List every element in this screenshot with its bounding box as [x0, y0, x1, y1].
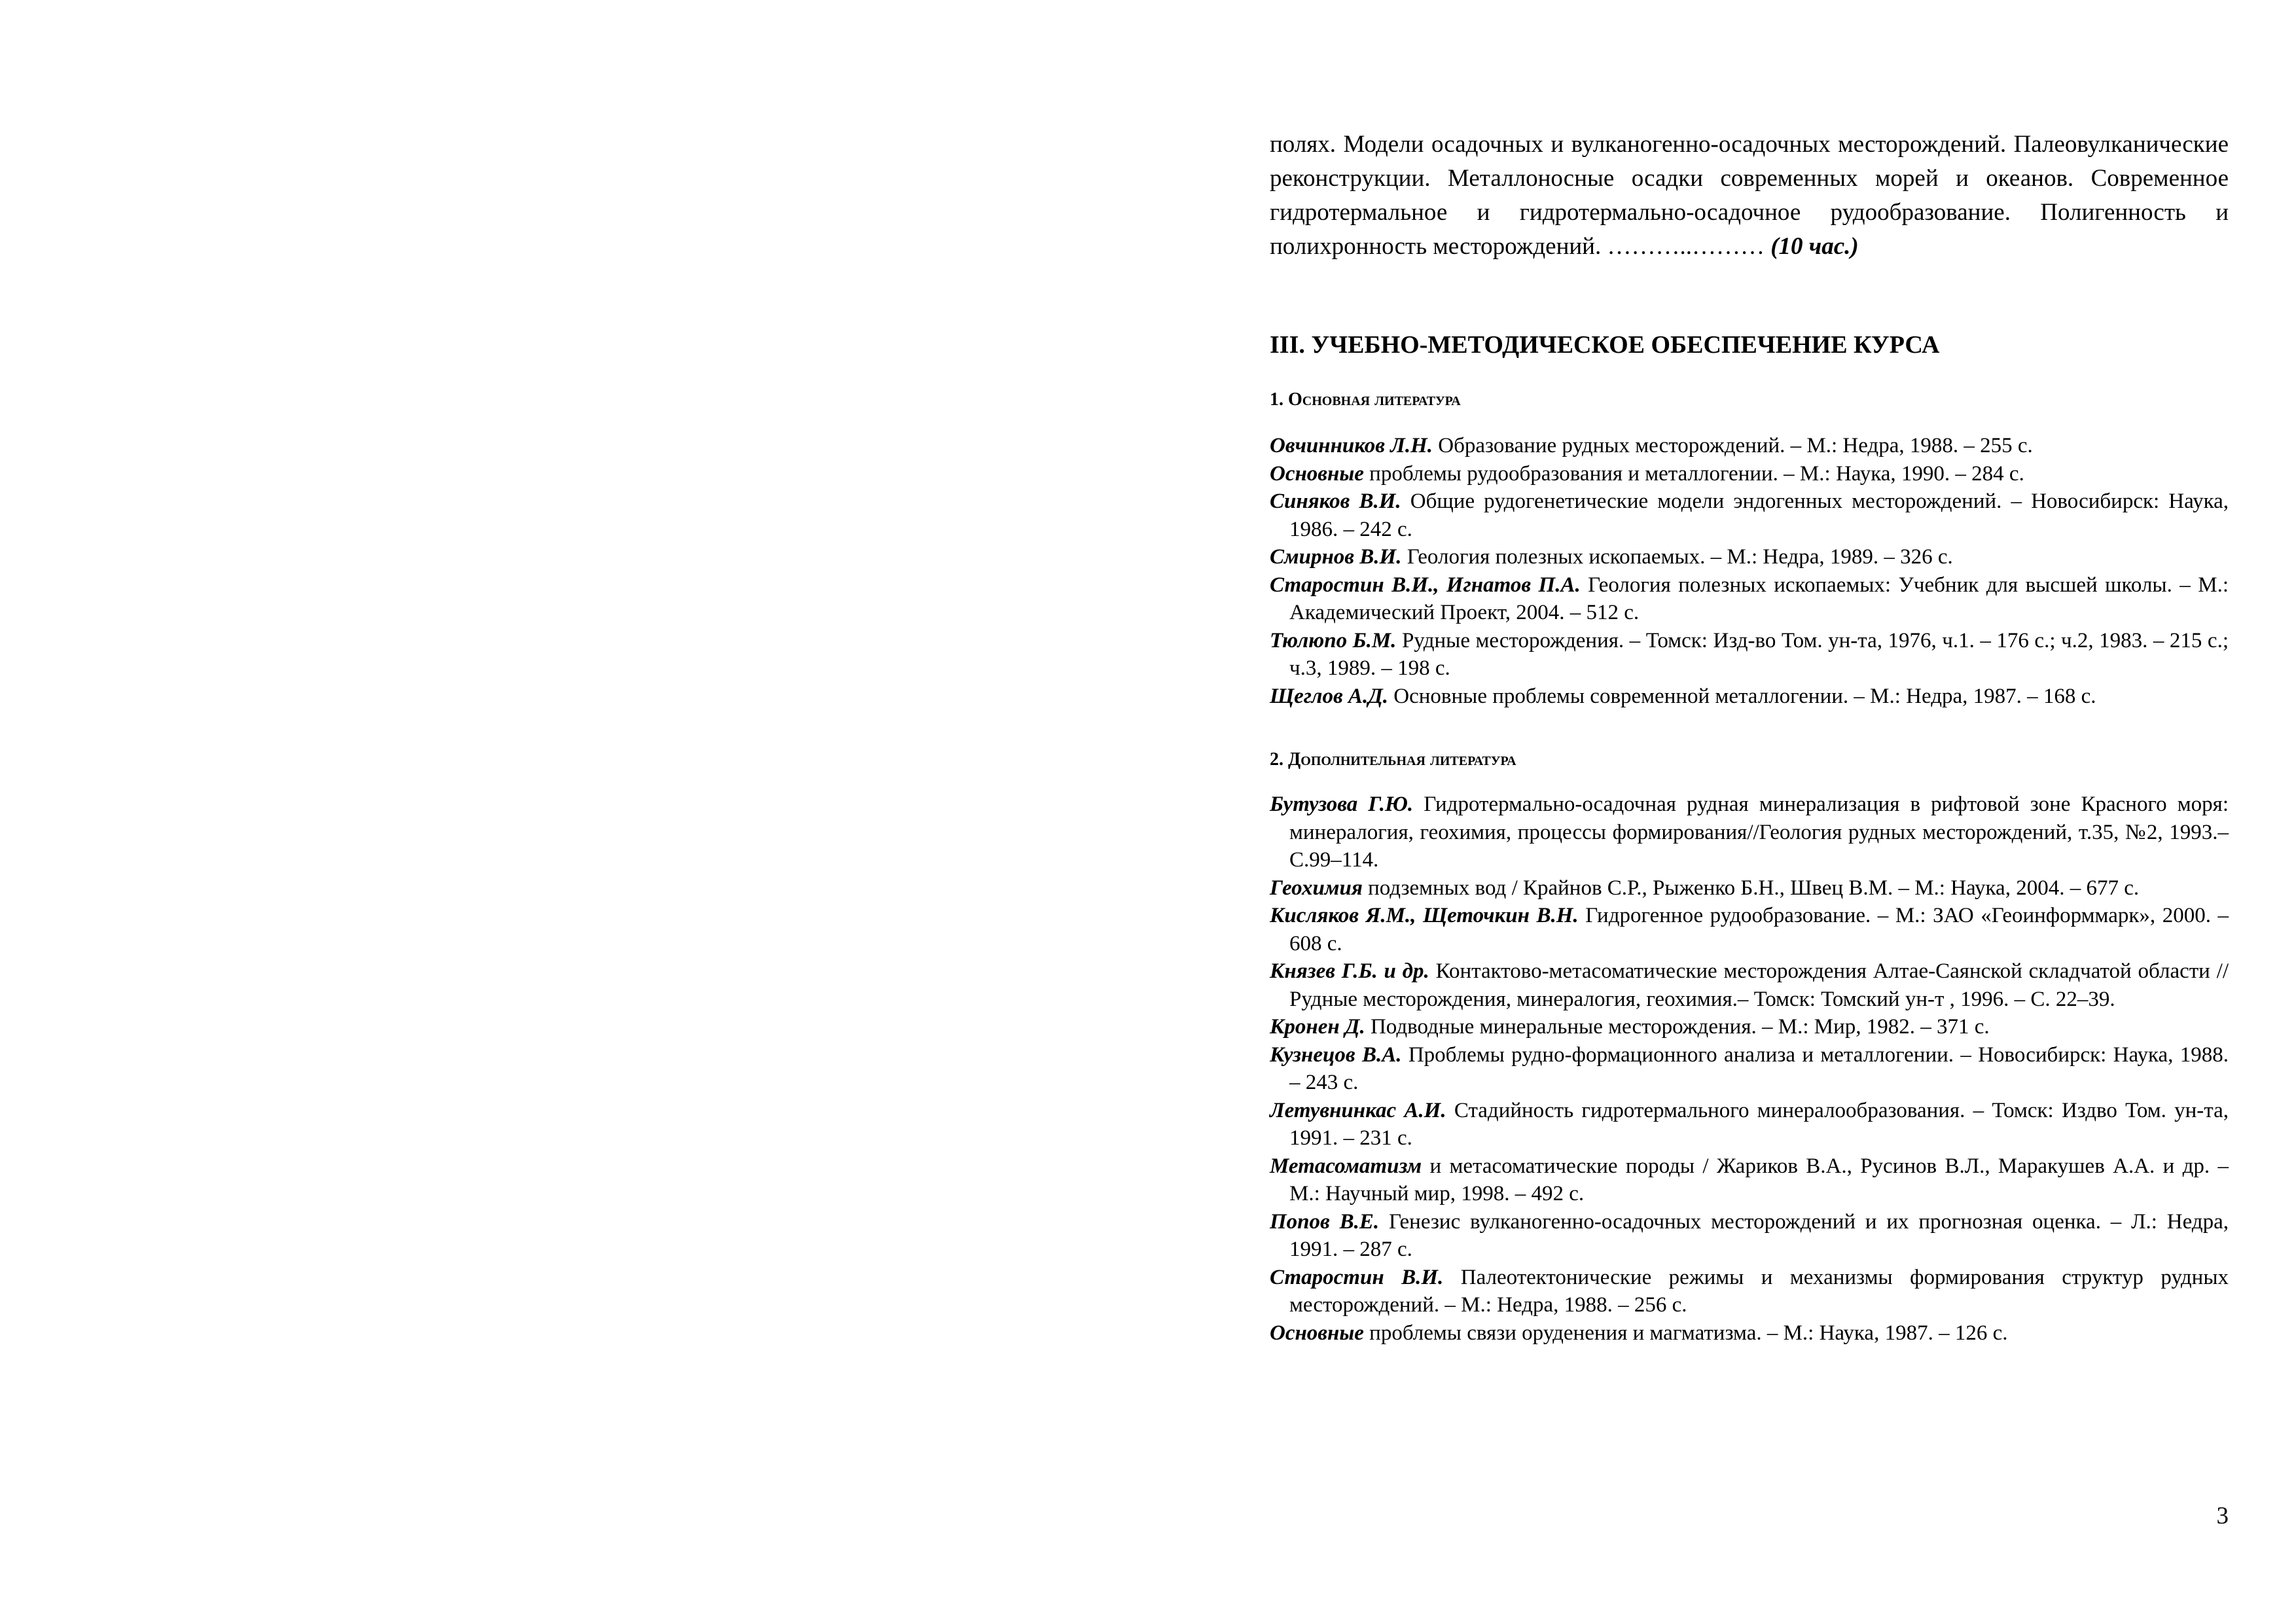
bib-text: Основные проблемы современной металлогении. – М.: Недра, 1987. – 168 с.: [1388, 684, 2096, 708]
right-page: [1270, 128, 2229, 1345]
bib-author: Старостин В.И.: [1270, 1265, 1444, 1289]
bib-author: Кронен Д.: [1270, 1015, 1365, 1039]
bib-author: Овчинников Л.Н.: [1270, 434, 1433, 457]
bib-text: проблемы рудообразования и металлогении. – М.: Наука, 1990. – 284 с.: [1363, 461, 2024, 486]
bib-text: Гидротермально-осадочная рудная минерализация в рифтовой зоне Красного моря: минералогия, геохимия, процессы формирования//Геология рудных месторождений, т.35, №2, 1993.– С.99–114.: [1289, 793, 2229, 872]
bib-entry: [1270, 627, 2229, 683]
bib-author: Метасоматизм: [1270, 1154, 1422, 1178]
intro-paragraph: [1270, 128, 2229, 264]
bib-text: Геология полезных ископаемых: Учебник для высшей школы. – М.: Академический Проект, 2004. – 512 с.: [1289, 573, 2229, 624]
bib-text: Генезис вулканогенно-осадочных месторождений и их прогнозная оценка. – Л.: Недра, 1991. – 287 с.: [1289, 1209, 2229, 1261]
main-literature-heading: 1. Основная литература: [1270, 389, 1461, 410]
bib-author: Синяков В.И.: [1270, 490, 1401, 513]
bib-text: Палеотектонические режимы и механизмы формирования структур рудных месторождений. – М.: Недра, 1988. – 256 с.: [1289, 1265, 2229, 1317]
bib-entry: [1270, 432, 2229, 460]
main-literature-list: [1270, 432, 2229, 710]
bib-text: Общие рудогенетические модели эндогенных месторождений. – Новосибирск: Наука, 1986. – 242 с.: [1289, 490, 2229, 541]
bib-entry: [1270, 957, 2229, 1013]
bib-author: Кисляков Я.М., Щеточкин В.Н.: [1270, 904, 1579, 927]
bib-entry: [1270, 543, 2229, 571]
bib-author: Кузнецов В.А.: [1270, 1043, 1402, 1067]
bib-author: Князев Г.Б. и др.: [1270, 959, 1429, 983]
bib-author: Смирнов В.И.: [1270, 545, 1402, 569]
additional-literature-heading: 2. Дополнительная литература: [1270, 749, 1516, 770]
bib-text: Подводные минеральные месторождения. – М.: Мир, 1982. – 371 с.: [1365, 1015, 1990, 1039]
bib-text: Геология полезных ископаемых. – М.: Недра, 1989. – 326 с.: [1401, 545, 1953, 569]
bib-entry: [1270, 460, 2229, 488]
bib-author: Щеглов А.Д.: [1270, 684, 1389, 708]
bib-entry: [1270, 902, 2229, 957]
bib-entry: [1270, 1013, 2229, 1041]
bib-entry: [1270, 1097, 2229, 1152]
bib-author: Летувнинкас А.И.: [1270, 1098, 1446, 1122]
intro-paragraph-text: полях. Модели осадочных и вулканогенно-осадочных месторождений. Палеовулканические реконструкции. Металлоносные осадки современных морей и океанов. Современное гидротермальное и гидротермально-осадочное рудообразование. Полигенность и полихронность месторождений. ………..………: [1270, 131, 2229, 260]
bib-entry: [1270, 1319, 2229, 1347]
bib-text: подземных вод / Крайнов С.Р., Рыженко Б.Н., Швец В.М. – М.: Наука, 2004. – 677 с.: [1362, 876, 2140, 900]
bib-entry: [1270, 683, 2229, 711]
bib-entry: [1270, 1208, 2229, 1264]
bib-entry: [1270, 874, 2229, 902]
bib-entry: [1270, 571, 2229, 627]
page-number: 3: [2216, 1503, 2229, 1529]
hours-label: (10 час.): [1770, 233, 1859, 260]
bib-entry: [1270, 488, 2229, 543]
bib-author: Попов В.Е.: [1270, 1209, 1380, 1234]
bib-author: Бутузова Г.Ю.: [1270, 793, 1414, 816]
bib-author: Основные: [1270, 461, 1364, 486]
bib-text: Образование рудных месторождений. – М.: Недра, 1988. – 255 с.: [1433, 434, 2033, 457]
bib-text: и метасоматические породы / Жариков В.А., Русинов В.Л., Маракушев А.А. и др. – М.: Научный мир, 1998. – 492 с.: [1289, 1154, 2229, 1205]
bib-text: Рудные месторождения. – Томск: Изд-во Том. ун-та, 1976, ч.1. – 176 с.; ч.2, 1983. – 215 с.; ч.3, 1989. – 198 с.: [1289, 628, 2229, 680]
bib-author: Основные: [1270, 1321, 1364, 1345]
bib-text: проблемы связи оруденения и магматизма. – М.: Наука, 1987. – 126 с.: [1363, 1321, 2008, 1345]
bib-entry: [1270, 791, 2229, 874]
section-heading: III. УЧЕБНО-МЕТОДИЧЕСКОЕ ОБЕСПЕЧЕНИЕ КУРСА: [1270, 331, 1940, 359]
bib-text: Проблемы рудно-формационного анализа и металлогении. – Новосибирск: Наука, 1988. – 243 с.: [1289, 1043, 2229, 1094]
bib-author: Геохимия: [1270, 876, 1363, 900]
bib-entry: [1270, 1041, 2229, 1097]
bib-entry: [1270, 1264, 2229, 1319]
bib-author: Старостин В.И., Игнатов П.А.: [1270, 573, 1581, 597]
bib-text: Контактово-метасоматические месторождения Алтае-Саянской складчатой области // Рудные месторождения, минералогия, геохимия.– Томск: Томский ун-т , 1996. – С. 22–39.: [1289, 959, 2229, 1011]
bib-author: Тюлюпо Б.М.: [1270, 628, 1397, 652]
bib-entry: [1270, 1152, 2229, 1208]
bib-text: Гидрогенное рудообразование. – М.: ЗАО «Геоинформмарк», 2000. – 608 с.: [1289, 904, 2229, 955]
additional-literature-list: [1270, 791, 2229, 1347]
bib-text: Стадийность гидротермального минералообразования. – Томск: Издво Том. ун-та, 1991. – 231 с.: [1289, 1098, 2229, 1150]
